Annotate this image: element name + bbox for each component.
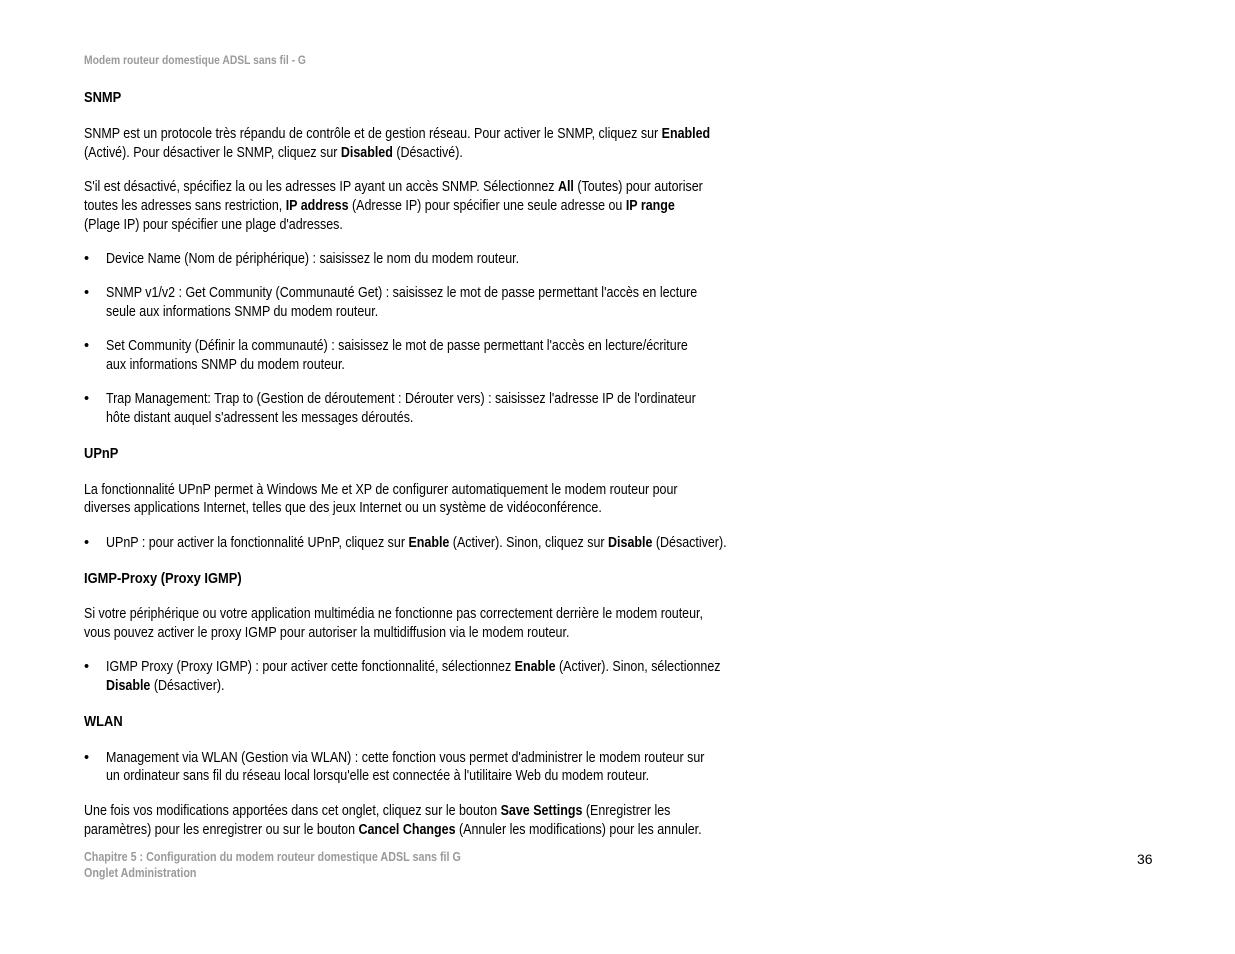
header-title: Modem routeur domestique ADSL sans fil - G [84,53,306,67]
bullet-mark: • [84,251,90,267]
heading-text: IGMP-Proxy (Proxy IGMP) [84,570,242,587]
list-item: SNMP v1/v2 : Get Community (Communauté Get) : saisissez le mot de passe permettant l'accès en lecture [106,285,698,301]
list-item: UPnP : pour activer la fonctionnalité UPnP, cliquez sur Enable (Activer). Sinon, cliquez sur Disable (Désactiver). [106,535,727,551]
snmp-paragraph-line: SNMP est un protocole très répandu de contrôle et de gestion réseau. Pour activer le SNMP, cliquez sur Enabled [84,126,711,142]
section-heading-upnp [84,445,124,462]
snmp-paragraph-line: (Activé). Pour désactiver le SNMP, cliquez sur Disabled (Désactivé). [84,145,463,161]
heading-text: UPnP [84,445,119,462]
snmp-paragraph-line: toutes les adresses sans restriction, IP address (Adresse IP) pour spécifier une seule adresse ou IP range [84,198,675,214]
list-item: Set Community (Définir la communauté) : saisissez le mot de passe permettant l'accès en lecture/écriture [106,338,688,354]
list-item: IGMP Proxy (Proxy IGMP) : pour activer cette fonctionnalité, sélectionnez Enable (Activer). Sinon, sélectionnez [106,659,721,675]
snmp-paragraph-line: (Plage IP) pour spécifier une plage d'adresses. [84,217,343,233]
list-item: hôte distant auquel s'adressent les messages déroutés. [106,410,414,426]
wlan-paragraph-line: Une fois vos modifications apportées dans cet onglet, cliquez sur le bouton Save Settings (Enregistrer les [84,803,671,819]
bullet-mark: • [84,750,90,766]
list-item: Management via WLAN (Gestion via WLAN) : cette fonction vous permet d'administrer le modem routeur sur [106,750,705,766]
section-heading-wlan [84,713,129,730]
section-heading-igmp [84,570,267,587]
bullet-mark: • [84,338,90,354]
bullet-mark: • [84,659,90,675]
footer-chapter: Chapitre 5 : Configuration du modem routeur domestique ADSL sans fil G [84,850,461,864]
list-item: Device Name (Nom de périphérique) : saisissez le nom du modem routeur. [106,251,520,267]
upnp-paragraph-line: La fonctionnalité UPnP permet à Windows Me et XP de configurer automatiquement le modem routeur pour [84,482,678,498]
list-item: Disable (Désactiver). [106,678,225,694]
bullet-mark: • [84,535,90,551]
list-item: un ordinateur sans fil du réseau local lorsqu'elle est connectée à l'utilitaire Web du modem routeur. [106,768,650,784]
footer-tab: Onglet Administration [84,866,197,880]
igmp-paragraph-line: vous pouvez activer le proxy IGMP pour autoriser la multidiffusion via le modem routeur. [84,625,570,641]
section-heading-snmp [84,89,127,106]
upnp-paragraph-line: diverses applications Internet, telles que des jeux Internet ou un système de vidéoconférence. [84,500,602,516]
snmp-paragraph-line: S'il est désactivé, spécifiez la ou les adresses IP ayant un accès SNMP. Sélectionnez All (Toutes) pour autoriser [84,179,703,195]
igmp-paragraph-line: Si votre périphérique ou votre application multimédia ne fonctionne pas correctement derrière le modem routeur, [84,606,703,622]
heading-text: SNMP [84,89,122,106]
heading-text: WLAN [84,713,123,730]
list-item: aux informations SNMP du modem routeur. [106,357,345,373]
page-header [84,53,342,67]
list-item: seule aux informations SNMP du modem routeur. [106,304,379,320]
wlan-paragraph-line: paramètres) pour les enregistrer ou sur le bouton Cancel Changes (Annuler les modifications) pour les annuler. [84,822,702,838]
bullet-mark: • [84,285,90,301]
page-number: 36 [1137,851,1153,867]
list-item: Trap Management: Trap to (Gestion de déroutement : Dérouter vers) : saisissez l'adresse IP de l'ordinateur [106,391,696,407]
bullet-mark: • [84,391,90,407]
